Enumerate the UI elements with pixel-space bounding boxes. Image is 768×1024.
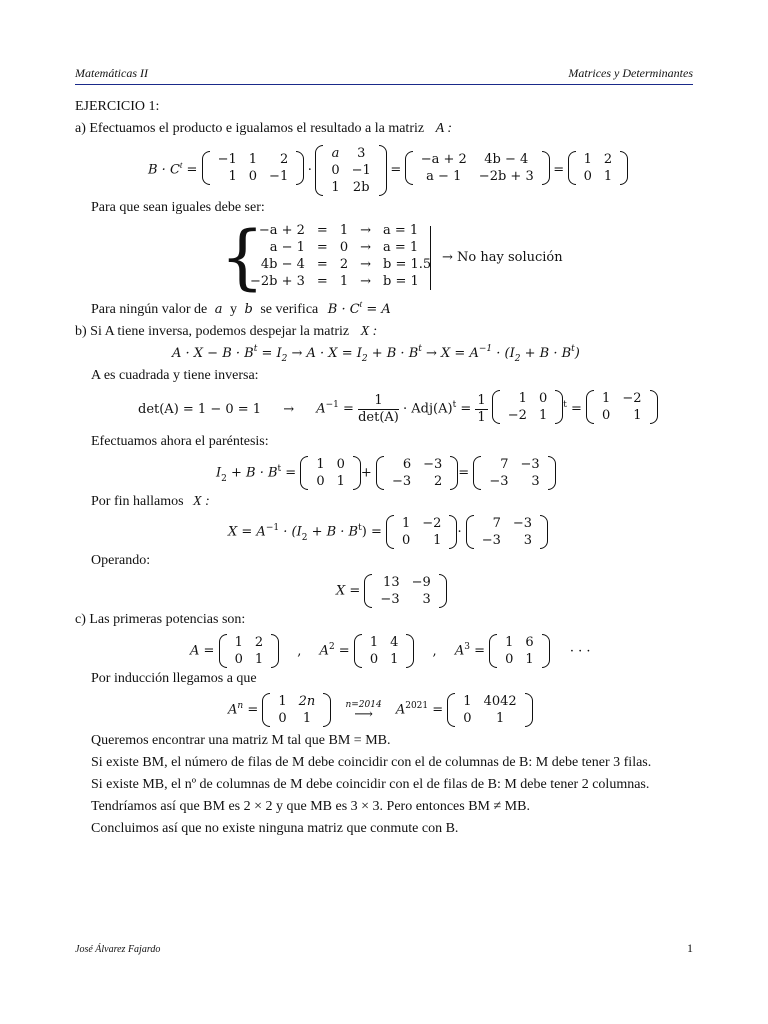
part-c-p1: Queremos encontrar una matriz M tal que BM = MB. <box>91 733 391 748</box>
condition-text: Para que sean iguales debe ser: <box>91 200 265 215</box>
part-a-intro-var: A : <box>435 121 453 136</box>
square-text: A es cuadrada y tiene inversa: <box>91 368 259 383</box>
part-a-intro-text: a) Efectuamos el producto e igualamos el resultado a la matriz <box>75 121 425 136</box>
part-b-derivation: $A \cdot X - B \cdot B^t = I_2 \to A \cdot X = I_2 + B \cdot B^t \to X = A^{-1} \cdot (I_2 + B \cdot B^t)$ <box>172 344 580 364</box>
eq-lhs-sup: t <box>179 159 183 170</box>
page-header <box>75 66 693 84</box>
page-number: 1 <box>687 941 693 955</box>
header-subject: Matemáticas II <box>75 66 148 80</box>
left-brace: { <box>220 216 265 298</box>
x-equation: $X = A^{-1} \cdot (I_2 + B \cdot B^t)$ = 1 −2 0 1 · 7 −3 −3 3 <box>228 515 548 549</box>
sum-matrix: 7 −3 −3 3 <box>473 456 555 490</box>
inverse-matrix-2: 1 −2 0 1 <box>386 515 457 549</box>
x-result: X = 13 −9 −3 3 <box>336 574 447 608</box>
matrix-b: −1 1 2 1 0 −1 <box>202 151 305 185</box>
matrix-ct: a 3 0 −1 1 2b <box>315 145 386 196</box>
eq-lhs: B · C <box>148 162 180 178</box>
adjugate-matrix: 1 0 −2 1 <box>492 390 563 424</box>
part-b-intro: b) Si A tiene inversa, podemos despejar la matriz X : <box>75 324 378 339</box>
no-solution: → No hay solución <box>442 250 563 265</box>
bbt-matrix: 6 −3 −3 2 <box>376 456 458 490</box>
matrix-product: −a + 2 4b − 4 a − 1 −2b + 3 <box>405 151 550 185</box>
matrix-a: 1 2 0 1 <box>568 151 629 185</box>
paren-text: Efectuamos ahora el paréntesis: <box>91 434 269 449</box>
part-c-intro: c) Las primeras potencias son: <box>75 612 246 627</box>
inverse-equation: $\det(A) = 1 - 0 = 1 \to A^{-1}$ = $\frac{1}{\det(A)}$ · $Adj(A)^t$ = $\frac{1}{1}$ 1 0 −2 1 $^t$ = 1 −2 0 1 <box>138 392 658 426</box>
footer-author: José Álvarez Fajardo <box>75 944 161 955</box>
exercise-title: EJERCICIO 1: <box>75 99 160 114</box>
part-c-p2: Si existe BM, el número de filas de M debe coincidir con el de columnas de B: M debe tener 3 filas. <box>91 755 652 770</box>
matrix-a-power-n: 1 2n 0 1 <box>262 693 331 727</box>
operating-text: Operando: <box>91 553 151 568</box>
part-c-p4: Tendríamos así que BM es 2 × 2 y que MB es 3 × 3. Pero entonces BM ≠ MB. <box>91 799 530 814</box>
inverse-fraction: $\frac{1}{\det(A)}$ <box>358 392 399 425</box>
inverse-matrix: 1 −2 0 1 <box>586 390 657 424</box>
powers-line: A = 1 2 0 1 , $A^2$ = 1 4 0 1 , $A^3$ = 1 6 0 1 · · · <box>190 635 591 667</box>
part-a-conclusion: Para ningún valor de a y b se verifica $B \cdot C^t = A$ <box>91 299 391 317</box>
matrix-a-power-2021: 1 4042 0 1 <box>447 693 532 727</box>
sum-matrix-2: 7 −3 −3 3 <box>466 515 548 549</box>
matrix-a-power1: 1 2 0 1 <box>219 634 280 668</box>
x-result-matrix: 13 −9 −3 3 <box>364 574 446 608</box>
identity-matrix: 1 0 0 1 <box>300 456 361 490</box>
system-bar <box>430 226 431 290</box>
substitution-arrow: n=2014 ⟶ <box>345 700 382 722</box>
part-a-intro <box>75 121 452 137</box>
header-topic: Matrices y Determinantes <box>568 66 693 80</box>
paren-equation: $I_2 + B \cdot B^t$ = 1 0 0 1 + 6 −3 −3 2 = 7 −3 −3 3 <box>216 456 556 490</box>
part-c-p5: Concluimos así que no existe ninguna matriz que conmute con B. <box>91 821 459 836</box>
header-rule <box>75 84 693 85</box>
find-x-text: Por fin hallamos X : <box>91 494 210 509</box>
induction-line: $A^n$ = 1 2n 0 1 n=2014 ⟶ $A^{2021}$ = 1 4042 0 1 <box>228 693 533 727</box>
induction-text: Por inducción llegamos a que <box>91 671 257 686</box>
part-a-product-equation: $B \cdot C^t$ = −1 1 2 1 0 −1 · a 3 0 −1 1 2b = −a + 2 4b − 4 a − 1 −2b + 3 = 1 2 0 1 <box>148 145 628 196</box>
matrix-a-power2: 1 4 0 1 <box>354 634 415 668</box>
matrix-a-power3: 1 6 0 1 <box>489 634 550 668</box>
equation-system: { −a + 2 = 1 → a = 1 a − 1 = 0 → a = 1 4b − 4 = 2 → b = 1.5 −2b + 3 = 1 → b = 1 <box>220 216 432 298</box>
part-c-p3: Si existe MB, el nº de columnas de M debe coincidir con el de filas de B: M debe tener 2 columnas. <box>91 777 650 792</box>
